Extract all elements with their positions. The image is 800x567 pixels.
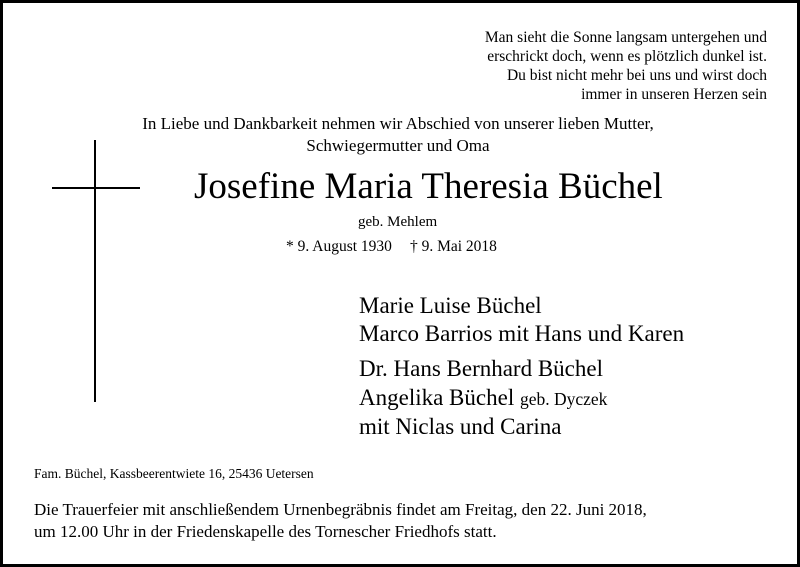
- service-line: Die Trauerfeier mit anschließendem Urnenbegräbnis findet am Freitag, den 22. Juni 2018,: [34, 500, 647, 519]
- family-address: Fam. Büchel, Kassbeerentwiete 16, 25436 Uetersen: [34, 466, 314, 481]
- poem-line: immer in unseren Herzen sein: [581, 86, 767, 103]
- family-member: Marie Luise Büchel: [359, 293, 542, 318]
- birth-name: geb. Mehlem: [358, 214, 438, 230]
- family-member: mit Niclas und Carina: [359, 414, 562, 439]
- farewell-intro: [98, 113, 698, 157]
- family-member-birth-name: geb. Dyczek: [519, 389, 608, 409]
- poem-line: Du bist nicht mehr bei uns und wirst doch: [506, 67, 767, 84]
- funeral-service-info: [34, 499, 647, 543]
- poem-line: erschrickt doch, wenn es plötzlich dunkel ist.: [487, 48, 767, 65]
- birth-date: * 9. August 1930: [286, 238, 392, 255]
- cross-icon: [94, 140, 96, 402]
- poem: [485, 28, 767, 104]
- family-member-name: Angelika Büchel: [359, 385, 515, 410]
- life-dates: [286, 237, 497, 257]
- family-member: Dr. Hans Bernhard Büchel: [359, 356, 603, 381]
- death-date: † 9. Mai 2018: [409, 238, 497, 255]
- family-member: Marco Barrios mit Hans und Karen: [359, 321, 685, 346]
- service-line: um 12.00 Uhr in der Friedenskapelle des Tornescher Friedhofs statt.: [34, 522, 497, 541]
- family-member: [359, 384, 607, 413]
- intro-line: Schwiegermutter und Oma: [306, 136, 490, 155]
- cross-icon-bar: [52, 187, 140, 189]
- poem-line: Man sieht die Sonne langsam untergehen und: [484, 29, 767, 46]
- intro-line: In Liebe und Dankbarkeit nehmen wir Abschied von unserer lieben Mutter,: [142, 114, 654, 133]
- deceased-name: Josefine Maria Theresia Büchel: [194, 166, 663, 207]
